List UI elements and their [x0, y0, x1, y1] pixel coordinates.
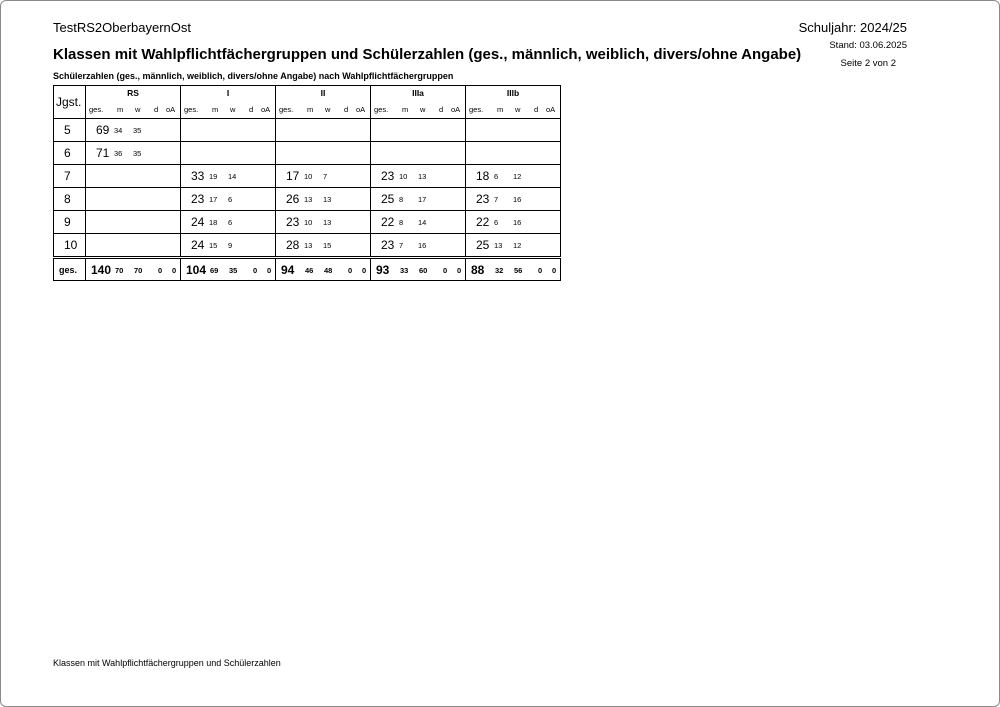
students-table	[53, 85, 561, 281]
value-w: 16	[418, 241, 427, 250]
group-header	[466, 86, 561, 119]
sub-header-m: m	[307, 105, 314, 114]
value-ges: 26	[286, 192, 300, 206]
value-m: 7	[494, 195, 499, 204]
data-cell	[181, 234, 276, 258]
table-row	[54, 188, 561, 211]
school-year: Schuljahr: 2024/25	[798, 20, 907, 35]
group-name: I	[226, 88, 230, 98]
total-d: 0	[158, 266, 163, 275]
sub-header-w: w	[325, 105, 331, 114]
sub-header-oa: oA	[261, 105, 271, 114]
group-name: IIIa	[412, 88, 424, 98]
data-cell	[86, 234, 181, 258]
value-ges: 23	[286, 215, 300, 229]
value-ges: 24	[191, 238, 205, 252]
data-cell	[86, 165, 181, 188]
table-row	[54, 234, 561, 258]
data-cell	[276, 211, 371, 234]
value-m: 13	[494, 241, 503, 250]
group-header	[371, 86, 466, 119]
report-subtitle: Schülerzahlen (ges., männlich, weiblich, divers/ohne Angabe) nach Wahlpflichtfächergruppen	[53, 71, 454, 81]
value-m: 13	[304, 241, 313, 250]
sub-header-m: m	[212, 105, 219, 114]
value-ges: 23	[381, 169, 395, 183]
total-w: 35	[229, 266, 238, 275]
table-row	[54, 142, 561, 165]
sub-header-d: d	[534, 105, 539, 114]
value-m: 36	[114, 149, 123, 158]
value-ges: 24	[191, 215, 205, 229]
data-cell	[466, 211, 561, 234]
total-ges: 140	[91, 263, 112, 277]
students-table-body	[54, 86, 561, 281]
sub-header-oa: oA	[451, 105, 461, 114]
sub-header-ges: ges.	[279, 105, 294, 114]
total-m: 33	[400, 266, 409, 275]
group-name: IIIb	[506, 88, 520, 98]
total-oa: 0	[267, 266, 272, 275]
sub-header-oa: oA	[356, 105, 366, 114]
sub-header-ges: ges.	[374, 105, 389, 114]
data-cell	[276, 119, 371, 142]
value-w: 35	[133, 126, 142, 135]
sub-header-d: d	[344, 105, 349, 114]
group-header	[86, 86, 181, 119]
value-w: 13	[418, 172, 427, 181]
data-cell	[86, 211, 181, 234]
value-m: 6	[494, 172, 499, 181]
sub-header-w: w	[230, 105, 236, 114]
sub-header-m: m	[402, 105, 409, 114]
total-d: 0	[538, 266, 543, 275]
total-oa: 0	[457, 266, 462, 275]
total-w: 56	[514, 266, 523, 275]
value-m: 19	[209, 172, 218, 181]
sub-header-d: d	[439, 105, 444, 114]
value-w: 13	[323, 195, 332, 204]
value-w: 17	[418, 195, 427, 204]
group-header	[276, 86, 371, 119]
sub-header-w: w	[420, 105, 426, 114]
table-row	[54, 119, 561, 142]
sub-header-d: d	[249, 105, 254, 114]
data-cell	[466, 142, 561, 165]
jgst-cell: 7	[54, 165, 86, 188]
total-w: 60	[419, 266, 428, 275]
group-header	[181, 86, 276, 119]
table-row	[54, 165, 561, 188]
report-title: Klassen mit Wahlpflichtfächergruppen und Schülerzahlen (ges., männlich, weiblich, divers/ohne Angabe)	[53, 46, 802, 63]
value-w: 6	[228, 195, 233, 204]
value-m: 6	[494, 218, 499, 227]
value-w: 16	[513, 218, 522, 227]
total-d: 0	[253, 266, 258, 275]
value-ges: 22	[476, 215, 490, 229]
totals-cell	[276, 258, 371, 281]
total-m: 69	[210, 266, 219, 275]
value-m: 18	[209, 218, 218, 227]
value-w: 14	[418, 218, 427, 227]
totals-cell	[181, 258, 276, 281]
group-name: II	[320, 88, 326, 98]
value-m: 13	[304, 195, 313, 204]
value-w: 35	[133, 149, 142, 158]
sub-header-ges: ges.	[89, 105, 104, 114]
value-ges: 22	[381, 215, 395, 229]
value-ges: 18	[476, 169, 490, 183]
value-ges: 23	[191, 192, 205, 206]
data-cell	[371, 188, 466, 211]
table-header-row	[54, 86, 561, 119]
data-cell	[276, 165, 371, 188]
jgst-header: Jgst.	[54, 86, 86, 119]
jgst-cell: 10	[54, 234, 86, 258]
sub-header-ges: ges.	[469, 105, 484, 114]
jgst-cell: 9	[54, 211, 86, 234]
sub-header-d: d	[154, 105, 159, 114]
value-m: 15	[209, 241, 218, 250]
total-ges: 104	[186, 263, 207, 277]
value-ges: 33	[191, 169, 205, 183]
total-oa: 0	[362, 266, 367, 275]
value-m: 34	[114, 126, 123, 135]
value-w: 6	[228, 218, 233, 227]
value-w: 12	[513, 241, 522, 250]
value-ges: 23	[381, 238, 395, 252]
sub-header-oa: oA	[166, 105, 176, 114]
data-cell	[86, 119, 181, 142]
data-cell	[371, 119, 466, 142]
value-m: 10	[304, 172, 313, 181]
data-cell	[466, 188, 561, 211]
totals-cell	[371, 258, 466, 281]
value-m: 7	[399, 241, 404, 250]
data-cell	[181, 119, 276, 142]
value-ges: 69	[96, 123, 110, 137]
data-cell	[371, 142, 466, 165]
value-ges: 25	[476, 238, 490, 252]
value-w: 13	[323, 218, 332, 227]
data-cell	[466, 119, 561, 142]
data-cell	[181, 188, 276, 211]
total-m: 46	[305, 266, 314, 275]
page-number: Seite 2 von 2	[840, 58, 896, 69]
value-m: 8	[399, 218, 404, 227]
total-w: 70	[134, 266, 143, 275]
sub-header-w: w	[515, 105, 521, 114]
totals-label: ges.	[54, 258, 86, 281]
value-m: 10	[304, 218, 313, 227]
footer-text: Klassen mit Wahlpflichtfächergruppen und Schülerzahlen	[53, 658, 281, 668]
value-w: 7	[323, 172, 328, 181]
value-w: 12	[513, 172, 522, 181]
table-row	[54, 211, 561, 234]
data-cell	[276, 234, 371, 258]
total-d: 0	[443, 266, 448, 275]
data-cell	[86, 188, 181, 211]
totals-cell	[466, 258, 561, 281]
data-cell	[276, 188, 371, 211]
school-name: TestRS2OberbayernOst	[53, 20, 192, 35]
value-w: 14	[228, 172, 237, 181]
totals-cell	[86, 258, 181, 281]
sub-header-ges: ges.	[184, 105, 199, 114]
total-ges: 88	[471, 263, 485, 277]
data-cell	[371, 165, 466, 188]
data-cell	[181, 142, 276, 165]
value-ges: 23	[476, 192, 490, 206]
report-date: Stand: 03.06.2025	[829, 40, 907, 51]
value-ges: 17	[286, 169, 300, 183]
value-w: 16	[513, 195, 522, 204]
value-ges: 25	[381, 192, 395, 206]
value-ges: 28	[286, 238, 300, 252]
total-oa: 0	[172, 266, 177, 275]
jgst-cell: 6	[54, 142, 86, 165]
data-cell	[466, 165, 561, 188]
value-w: 9	[228, 241, 233, 250]
sub-header-m: m	[117, 105, 124, 114]
value-ges: 71	[96, 146, 110, 160]
sub-header-w: w	[135, 105, 141, 114]
sub-header-m: m	[497, 105, 504, 114]
data-cell	[181, 211, 276, 234]
totals-row	[54, 258, 561, 281]
value-m: 10	[399, 172, 408, 181]
data-cell	[371, 211, 466, 234]
value-m: 17	[209, 195, 218, 204]
total-ges: 93	[376, 263, 390, 277]
total-m: 32	[495, 266, 504, 275]
total-w: 48	[324, 266, 333, 275]
data-cell	[276, 142, 371, 165]
data-cell	[86, 142, 181, 165]
group-name: RS	[127, 88, 139, 98]
sub-header-oa: oA	[546, 105, 556, 114]
jgst-cell: 8	[54, 188, 86, 211]
jgst-cell: 5	[54, 119, 86, 142]
value-w: 15	[323, 241, 332, 250]
data-cell	[371, 234, 466, 258]
total-d: 0	[348, 266, 353, 275]
total-m: 70	[115, 266, 124, 275]
data-cell	[466, 234, 561, 258]
total-oa: 0	[552, 266, 557, 275]
data-cell	[181, 165, 276, 188]
total-ges: 94	[281, 263, 295, 277]
value-m: 8	[399, 195, 404, 204]
